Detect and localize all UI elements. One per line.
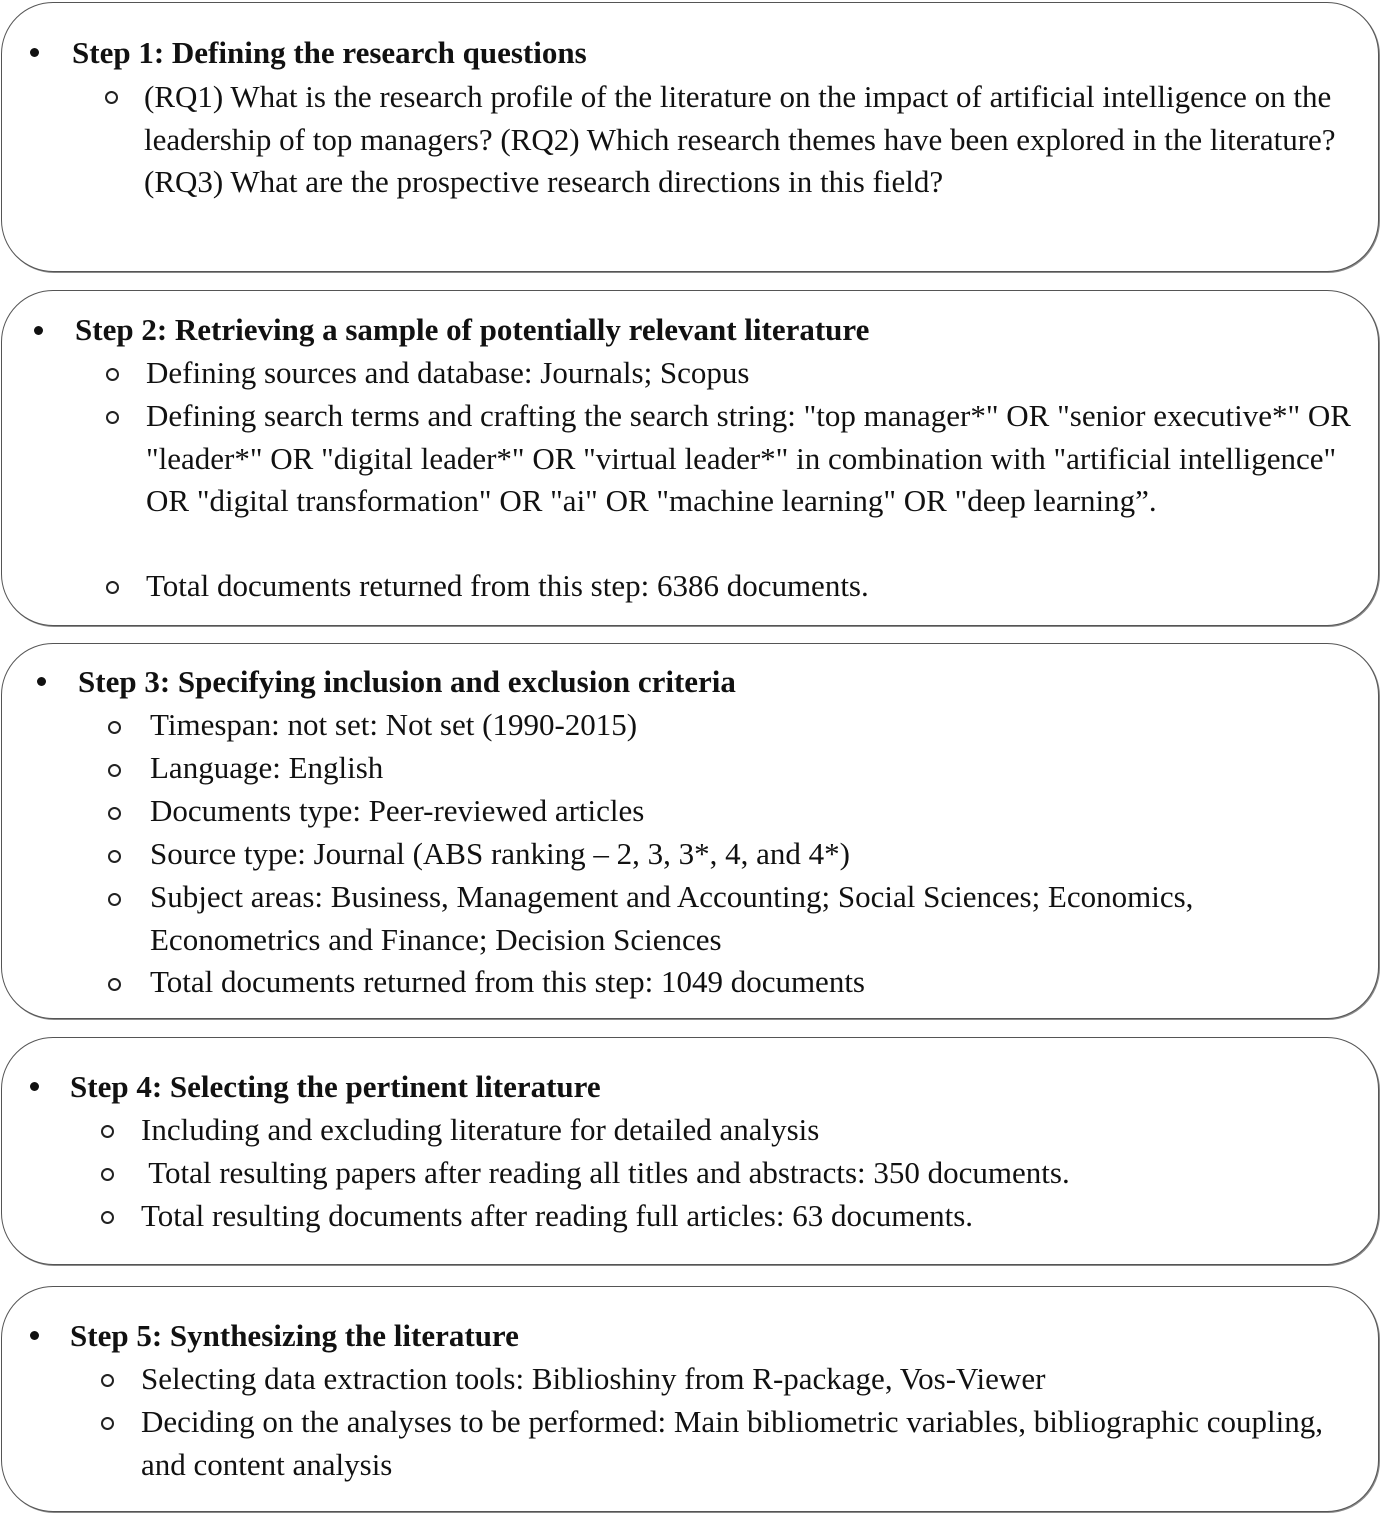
sub-bullet-icon [108,807,121,820]
step-1-item: (RQ1) What is the research profile of the literature on the impact of artificial intelligence on the leadership of top managers? (RQ2) Which research themes have been explored in the literature? (RQ3) What are the prospective research directions in this field? [144,79,1336,199]
step-3-title: Step 3: Specifying inclusion and exclusion criteria [78,664,736,699]
step-2-title: Step 2: Retrieving a sample of potentially relevant literature [75,312,870,347]
step-2-item: Total documents returned from this step: 6386 documents. [146,568,869,603]
bullet-icon [30,1082,39,1091]
step-3-box [1,643,1379,1019]
step-5-box [1,1286,1379,1512]
sub-bullet-icon [108,850,121,863]
sub-bullet-icon [108,978,121,991]
bullet-icon [30,48,39,57]
sub-bullet-icon [101,1417,114,1430]
step-4-item: Including and excluding literature for detailed analysis [141,1112,820,1147]
sub-bullet-icon [105,91,118,104]
step-5-title: Step 5: Synthesizing the literature [70,1318,519,1353]
step-4-box [1,1037,1379,1265]
step-4-title: Step 4: Selecting the pertinent literature [70,1069,601,1104]
step-3-item: Language: English [150,750,384,785]
bullet-icon [34,326,43,335]
step-3-item: Total documents returned from this step: 1049 documents [150,964,865,999]
step-3-item: Timespan: not set: Not set (1990-2015) [150,707,638,742]
bullet-icon [30,1331,39,1340]
sub-bullet-icon [106,368,119,381]
step-5-item: Selecting data extraction tools: Biblioshiny from R-package, Vos-Viewer [141,1361,1046,1396]
step-2-item: Defining sources and database: Journals; Scopus [146,355,750,390]
step-3-item: Documents type: Peer-reviewed articles [150,793,645,828]
sub-bullet-icon [101,1125,114,1138]
step-2-item: Defining search terms and crafting the search string: "top manager*" OR "senior executive*" OR "leader*" OR "digital leader*" OR "virtual leader*" in combination with "artificial intelligence" OR "digital transformation" OR "ai" OR "machine learning" OR "deep learning”. [146,398,1351,518]
sub-bullet-icon [108,893,121,906]
step-3-item: Subject areas: Business, Management and Accounting; Social Sciences; Economics, Econometrics and Finance; Decision Sciences [150,879,1194,957]
sub-bullet-icon [101,1374,114,1387]
sub-bullet-icon [108,721,121,734]
sub-bullet-icon [108,764,121,777]
step-3-item: Source type: Journal (ABS ranking – 2, 3, 3*, 4, and 4*) [150,836,850,871]
step-5-item: Deciding on the analyses to be performed: Main bibliometric variables, bibliographic coupling, and content analysis [141,1404,1323,1482]
step-4-item: Total resulting documents after reading full articles: 63 documents. [141,1198,974,1233]
step-1-title: Step 1: Defining the research questions [72,35,587,70]
sub-bullet-icon [101,1211,114,1224]
sub-bullet-icon [106,581,119,594]
sub-bullet-icon [106,411,119,424]
bullet-icon [37,677,46,686]
step-2-box [1,290,1379,626]
sub-bullet-icon [101,1168,114,1181]
step-1-box [1,2,1379,272]
step-4-item: Total resulting papers after reading all titles and abstracts: 350 documents. [141,1155,1070,1190]
